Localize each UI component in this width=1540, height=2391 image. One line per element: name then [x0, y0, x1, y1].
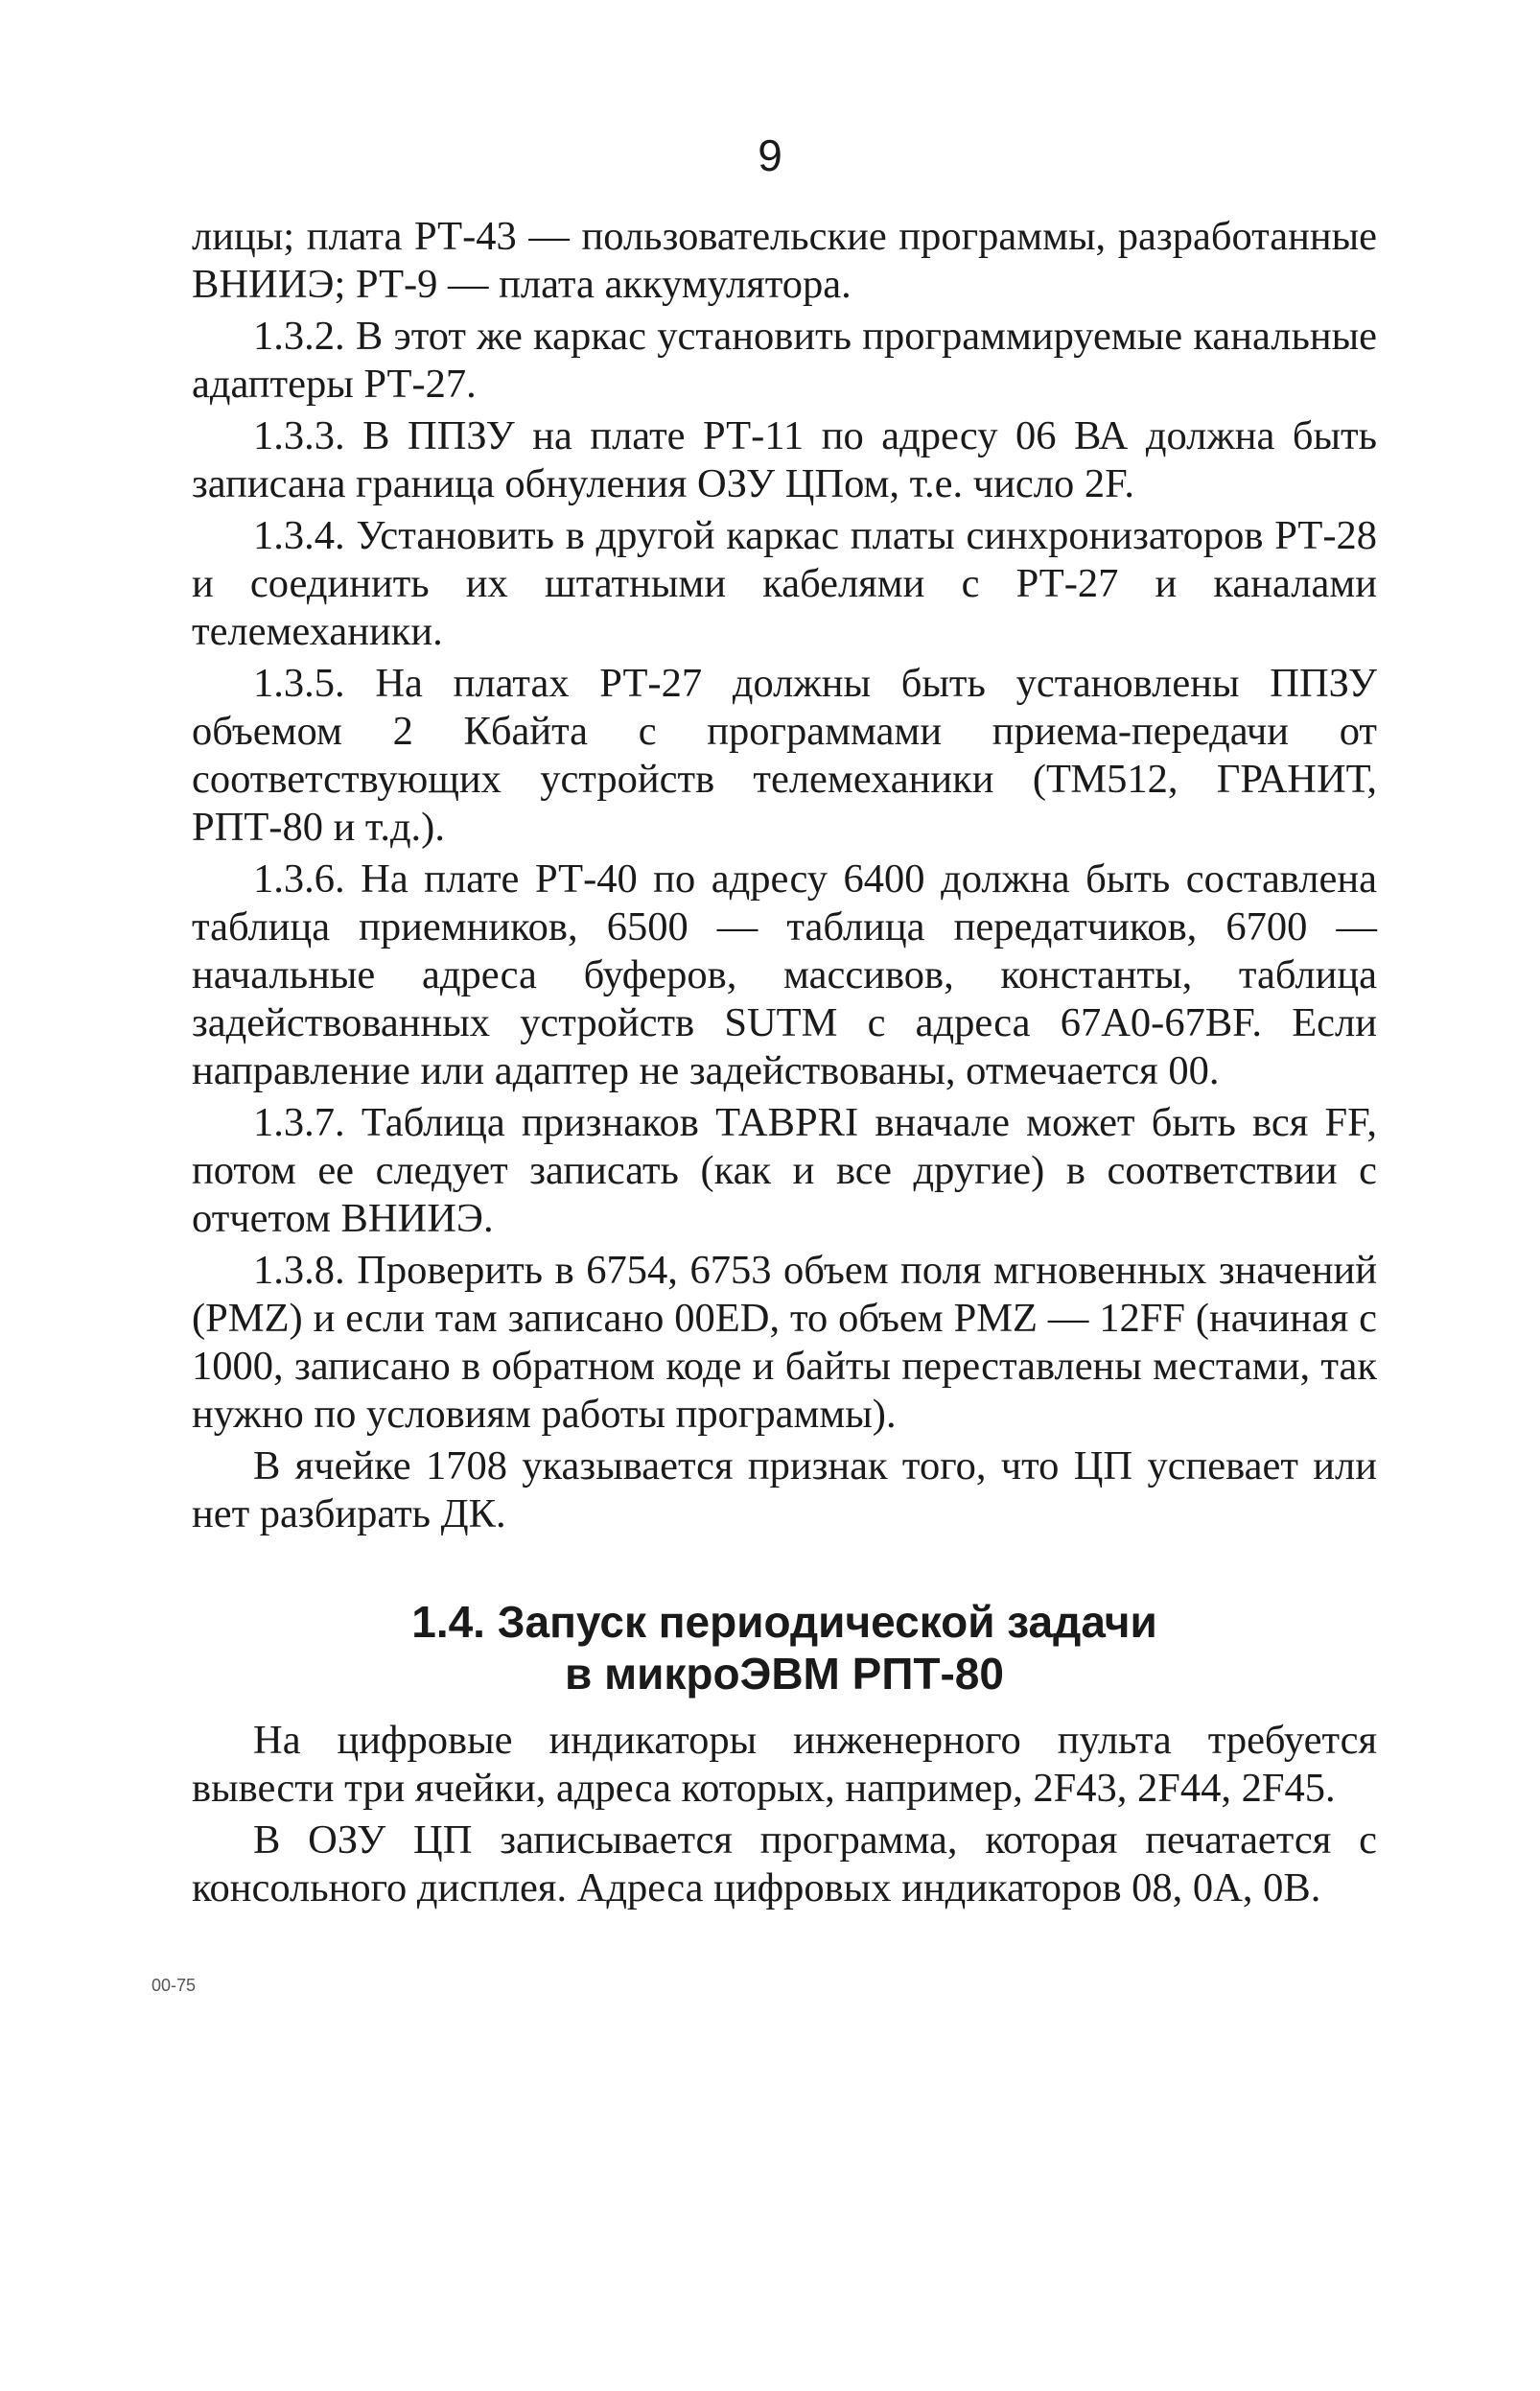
paragraph-1-3-5: 1.3.5. На платах РТ-27 должны быть установлены ППЗУ объемом 2 Кбайта с программами приема-передачи от соответствующих устройств телемеханики (ТМ512, ГРАНИТ, РПТ-80 и т.д.).: [192, 661, 1377, 850]
footer-code: 00-75: [152, 1976, 197, 1995]
paragraph-1-3-4: 1.3.4. Установить в другой каркас платы синхронизаторов РТ-28 и соединить их штатными кабелями с РТ-27 и каналами телемеханики.: [192, 513, 1377, 654]
paragraph-1-3-7: 1.3.7. Таблица признаков ТАВPRI вначале может быть вся FF, потом ее следует записать (как и все другие) в соответствии с отчетом ВНИИЭ.: [192, 1100, 1377, 1241]
section-heading-line-1: 1.4. Запуск периодической задачи: [411, 1597, 1157, 1647]
section-paragraph-indicators: На цифровые индикаторы инженерного пульта требуется вывести три ячейки, адреса которых, например, 2F43, 2F44, 2F45.: [192, 1718, 1377, 1811]
paragraph-cell-1708: В ячейке 1708 указывается признак того, что ЦП успевает или нет разбирать ДК.: [192, 1443, 1377, 1536]
paragraph-continuation: лицы; плата РТ-43 — пользовательские программы, разработанные ВНИИЭ; РТ-9 — плата аккумулятора.: [192, 214, 1377, 307]
page-number: 9: [758, 130, 782, 180]
section-heading-line-2: в микроЭВМ РПТ-80: [565, 1649, 1004, 1699]
paragraph-1-3-3: 1.3.3. В ППЗУ на плате РТ-11 по адресу 06 ВА должна быть записана граница обнуления ОЗУ ЦПом, т.е. число 2F.: [192, 413, 1377, 506]
paragraph-1-3-2: 1.3.2. В этот же каркас установить программируемые канальные адаптеры РТ-27.: [192, 314, 1377, 407]
section-paragraph-program: В ОЗУ ЦП записывается программа, которая печатается с консольного дисплея. Адреса цифровых индикаторов 08, 0А, 0В.: [192, 1817, 1377, 1910]
paragraph-1-3-8: 1.3.8. Проверить в 6754, 6753 объем поля мгновенных значений (PMZ) и если там записано 00ED, то объем PMZ — 12FF (начиная с 1000, записано в обратном коде и байты переставлены местами, так нужно по условиям работы программы).: [192, 1248, 1377, 1437]
section-heading-1-4: [192, 1596, 1377, 1699]
page-body: [192, 213, 1377, 1916]
paragraph-1-3-6: 1.3.6. На плате РТ-40 по адресу 6400 должна быть составлена таблица приемников, 6500 — таблица передатчиков, 6700 — начальные адреса буферов, массивов, константы, таблица задействованных устройств SUTM с адреса 67А0-67BF. Если направление или адаптер не задействованы, отмечается 00.: [192, 856, 1377, 1093]
